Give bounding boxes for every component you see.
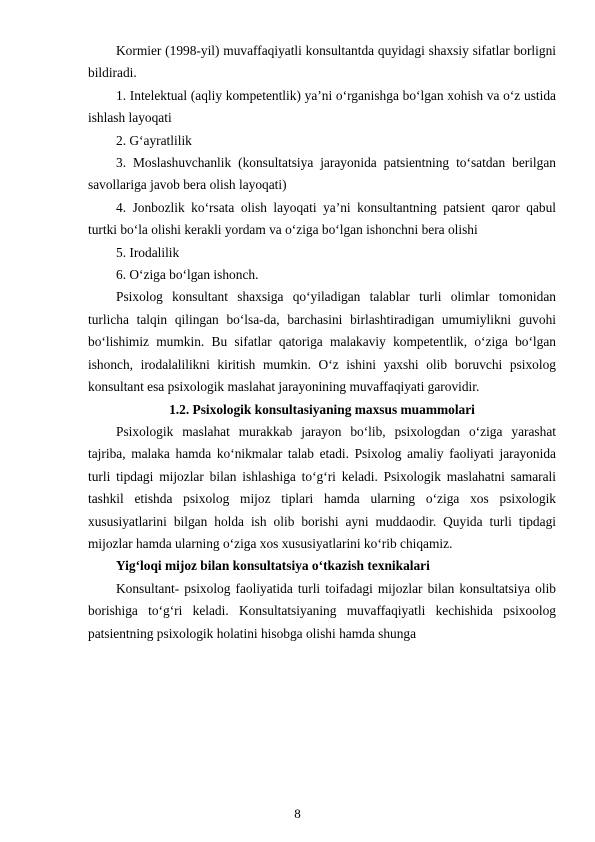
section-paragraph: Psixologik maslahat murakkab jarayon bo‘lib, psixologdan o‘ziga yarashat tajriba, malaka hamda ko‘nikmalar talab etadi. Psixolog amaliy faoliyati jarayonida turli tipdagi mijozlar bilan ishlashiga to‘g‘ri keladi. Psixologik maslahatni samarali tashkil etishda psixolog mijoz tiplari hamda ularning o‘ziga xos psixologik xususiyatlarini bilgan holda ish olib borishi ayni muddaodir. Quyida turli tipdagi mijozlar hamda ularning o‘ziga xos xususiyatlarini ko‘rib chiqamiz. — [88, 423, 556, 551]
list-item-2: 2. G‘ayratlilik — [116, 132, 192, 148]
page-body — [88, 40, 556, 645]
list-item-6: 6. O‘ziga bo‘lgan ishonch. — [116, 267, 259, 283]
final-paragraph: Konsultant- psixolog faoliyatida turli toifadagi mijozlar bilan konsultatsiya olib borishiga to‘g‘ri keladi. Konsultatsiyaning muvaffaqiyatli kechishida psixoolog patsientning psixologik holatini hisobga olishi hamda shunga — [88, 580, 556, 641]
subheading: Yig‘loqi mijoz bilan konsultatsiya o‘tkazish texnikalari — [116, 558, 430, 574]
page-number: 8 — [294, 806, 301, 821]
list-item-1: 1. Intelektual (aqliy kompetentlik) ya’ni o‘rganishga bo‘lgan xohish va o‘z ustida ishlash layoqati — [88, 87, 556, 126]
paragraph-after-list: Psixolog konsultant shaxsiga qo‘yiladigan talablar turli olimlar tomonidan turlicha talqin qilingan bo‘lsa-da, barchasini birlashtiradigan umumiylikni guvohi bo‘lishimiz mumkin. Bu sifatlar qatoriga malakaviy kompetentlik, o‘ziga bo‘lgan ishonch, irodalalilikni kiritish mumkin. O‘z ishini yaxshi olib boruvchi psixolog konsultant esa psixologik maslahat jarayonining muvaffaqiyati garovidir. — [88, 289, 556, 395]
intro-paragraph: Kormier (1998-yil) muvaffaqiyatli konsultantda quyidagi shaxsiy sifatlar borligni bildiradi. — [88, 43, 556, 81]
section-heading: 1.2. Psixologik konsultasiyaning maxsus muammolari — [169, 401, 475, 417]
list-item-5: 5. Irodalilik — [116, 244, 180, 260]
list-item-4: 4. Jonbozlik ko‘rsata olish layoqati ya’ni konsultantning patsient qaror qabul turtki bo‘la olishi kerakli yordam va o‘ziga bo‘lgan ishonchni bera olishi — [88, 199, 556, 238]
list-item-3: 3. Moslashuvchanlik (konsultatsiya jarayonida patsientning to‘satdan berilgan savollariga javob bera olish layoqati) — [88, 155, 556, 193]
